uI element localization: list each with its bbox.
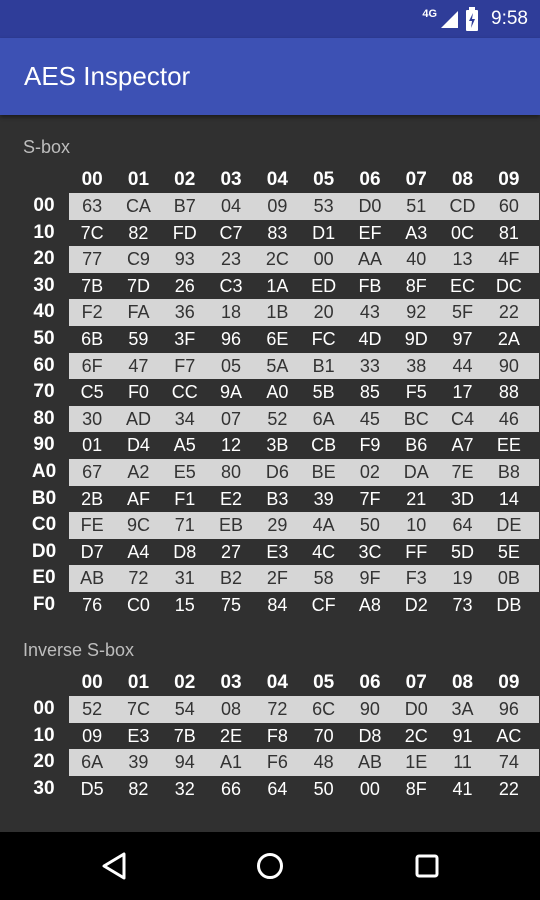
sbox-row bbox=[69, 486, 539, 513]
square-recents-icon bbox=[414, 853, 440, 879]
sbox-cell: 77 bbox=[82, 249, 103, 270]
inverse-sbox-cell: 91 bbox=[452, 725, 473, 746]
sbox-cell: 4C bbox=[312, 541, 336, 562]
sbox-cell: D4 bbox=[126, 435, 150, 456]
sbox-cell: 09 bbox=[267, 196, 288, 216]
sbox-row bbox=[69, 539, 539, 566]
inverse-sbox-section bbox=[0, 640, 540, 840]
sbox-cell: CC bbox=[171, 382, 198, 403]
sbox-cell: D8 bbox=[173, 541, 197, 562]
sbox-cell: 9D bbox=[404, 329, 428, 349]
sbox-cell: 72 bbox=[128, 568, 149, 589]
sbox-cell: A8 bbox=[358, 595, 381, 615]
sbox-cell: BE bbox=[311, 462, 336, 482]
sbox-cell: 51 bbox=[406, 196, 427, 216]
battery-charging-icon bbox=[465, 7, 479, 31]
sbox-cell: 1B bbox=[266, 302, 289, 323]
sbox-row bbox=[69, 512, 539, 539]
inverse-sbox-cell: D8 bbox=[358, 725, 382, 746]
sbox-cell: 40 bbox=[406, 249, 427, 270]
sbox-cell: 01 bbox=[82, 435, 103, 456]
sbox-cell: 5F bbox=[452, 302, 474, 323]
sbox-cell: C7 bbox=[219, 222, 243, 243]
sbox-cell: F0 bbox=[127, 382, 149, 403]
inverse-sbox-cell: AC bbox=[496, 725, 522, 746]
sbox-cell: 31 bbox=[174, 568, 195, 589]
sbox-cell: EF bbox=[358, 222, 382, 243]
signal-icon bbox=[439, 9, 459, 29]
sbox-row bbox=[69, 406, 539, 433]
sbox-row-header: 40 bbox=[33, 301, 55, 323]
sbox-cell: 36 bbox=[174, 302, 195, 323]
sbox-row bbox=[69, 193, 539, 220]
sbox-row bbox=[69, 246, 539, 273]
sbox-cell: 50 bbox=[359, 515, 380, 536]
sbox-cell: AB bbox=[80, 568, 105, 589]
sbox-cell: F1 bbox=[174, 488, 196, 509]
sbox-col-header: 03 bbox=[220, 169, 242, 190]
sbox-row bbox=[69, 353, 539, 380]
inverse-sbox-cell: 64 bbox=[267, 778, 288, 799]
sbox-cell: AF bbox=[126, 488, 150, 509]
sbox-cell: E3 bbox=[266, 541, 289, 562]
inverse-sbox-cell: 96 bbox=[498, 699, 519, 719]
inverse-sbox-cell: 50 bbox=[313, 778, 334, 799]
sbox-row-header: 80 bbox=[33, 407, 55, 429]
sbox-cell: 43 bbox=[359, 302, 380, 323]
sbox-cell: 2B bbox=[81, 488, 104, 509]
sbox-cell: F3 bbox=[405, 568, 427, 589]
sbox-cell: 84 bbox=[267, 595, 288, 615]
sbox-cell: 34 bbox=[174, 408, 195, 429]
sbox-cell: 29 bbox=[267, 515, 288, 536]
sbox-col-header: 07 bbox=[405, 169, 427, 190]
sbox-cell: EB bbox=[219, 515, 244, 536]
sbox-cell: 85 bbox=[359, 382, 380, 403]
sbox-cell: D7 bbox=[80, 541, 104, 562]
inverse-sbox-cell: 39 bbox=[128, 752, 149, 773]
inverse-sbox-cell: AB bbox=[357, 752, 382, 773]
sbox-cell: CA bbox=[125, 196, 151, 216]
sbox-cell: 07 bbox=[221, 408, 242, 429]
inverse-sbox-cell: 90 bbox=[359, 699, 380, 719]
sbox-row-header: D0 bbox=[31, 540, 57, 562]
sbox-cell: FF bbox=[405, 541, 428, 562]
inverse-sbox-col-header: 09 bbox=[498, 672, 520, 693]
inverse-sbox-cell: E3 bbox=[127, 725, 150, 746]
sbox-row bbox=[69, 326, 539, 353]
sbox-cell: BC bbox=[403, 408, 429, 429]
sbox-cell: 23 bbox=[221, 249, 242, 270]
sbox-cell: 6E bbox=[266, 329, 289, 349]
sbox-cell: 6A bbox=[312, 408, 335, 429]
sbox-col-header: 00 bbox=[81, 169, 103, 190]
sbox-cell: FC bbox=[311, 329, 336, 349]
sbox-cell: 6F bbox=[81, 355, 103, 376]
inverse-sbox-row bbox=[69, 696, 539, 723]
inverse-sbox-col-header: 02 bbox=[174, 672, 196, 693]
sbox-col-header: 09 bbox=[498, 169, 520, 190]
sbox-row-header: A0 bbox=[31, 461, 57, 482]
sbox-cell: 8F bbox=[405, 275, 427, 296]
inverse-sbox-col-header: 07 bbox=[405, 672, 427, 693]
sbox-cell: 00 bbox=[313, 249, 334, 270]
sbox-cell: 9C bbox=[126, 515, 150, 536]
sbox-cell: AA bbox=[357, 249, 382, 270]
sbox-cell: 05 bbox=[221, 355, 242, 376]
sbox-cell: EC bbox=[450, 275, 476, 296]
sbox-col-header: 01 bbox=[127, 169, 150, 190]
sbox-row bbox=[69, 592, 539, 619]
inverse-sbox-cell: 1E bbox=[405, 752, 428, 773]
sbox-row-header: 00 bbox=[33, 195, 55, 216]
inverse-sbox-cell: 48 bbox=[313, 752, 334, 773]
inverse-sbox-cell: D0 bbox=[404, 699, 428, 719]
sbox-cell: 4F bbox=[498, 249, 520, 270]
sbox-cell: CD bbox=[449, 196, 476, 216]
clock: 9:58 bbox=[491, 8, 528, 29]
sbox-cell: 5B bbox=[312, 382, 335, 403]
sbox-cell: 73 bbox=[452, 595, 473, 615]
sbox-row bbox=[69, 299, 539, 326]
inverse-sbox-row bbox=[69, 776, 539, 803]
sbox-cell: 97 bbox=[452, 329, 473, 349]
sbox-cell: F2 bbox=[81, 302, 103, 323]
sbox-col-header: 06 bbox=[359, 169, 381, 190]
sbox-cell: 38 bbox=[406, 355, 427, 376]
sbox-cell: D6 bbox=[265, 462, 289, 482]
sbox-cell: 7D bbox=[126, 275, 150, 296]
sbox-cell: 83 bbox=[267, 222, 288, 243]
sbox-cell: A4 bbox=[127, 541, 150, 562]
sbox-cell: 53 bbox=[313, 196, 334, 216]
sbox-cell: FA bbox=[127, 302, 150, 323]
sbox-cell: 71 bbox=[174, 515, 195, 536]
sbox-cell: 4D bbox=[358, 329, 382, 349]
inverse-sbox-cell: 82 bbox=[128, 778, 149, 799]
navigation-bar bbox=[0, 832, 540, 900]
sbox-cell: 76 bbox=[82, 595, 103, 615]
inverse-sbox-cell: 8F bbox=[405, 778, 427, 799]
sbox-col-header: 04 bbox=[266, 169, 288, 190]
sbox-cell: B3 bbox=[266, 488, 289, 509]
sbox-cell: 22 bbox=[498, 302, 519, 323]
inverse-sbox-row-header: 30 bbox=[33, 777, 55, 799]
sbox-cell: 39 bbox=[313, 488, 334, 509]
sbox-cell: 3D bbox=[451, 488, 475, 509]
sbox-cell: 81 bbox=[498, 222, 519, 243]
sbox-row-header: 50 bbox=[33, 328, 55, 349]
inverse-sbox-cell: 7B bbox=[173, 725, 196, 746]
home-button[interactable] bbox=[230, 832, 310, 900]
sbox-cell: 9A bbox=[220, 382, 243, 403]
inverse-sbox-cell: D5 bbox=[80, 778, 104, 799]
app-title: AES Inspector bbox=[24, 61, 191, 91]
sbox-cell: 6B bbox=[81, 329, 104, 349]
sbox-cell: FB bbox=[358, 275, 382, 296]
sbox-cell: FE bbox=[80, 515, 104, 536]
sbox-cell: C0 bbox=[126, 595, 150, 615]
sbox-cell: A0 bbox=[266, 382, 289, 403]
sbox-cell: C4 bbox=[451, 408, 475, 429]
sbox-cell: 92 bbox=[406, 302, 427, 323]
sbox-cell: 75 bbox=[221, 595, 242, 615]
sbox-row-header: 10 bbox=[33, 221, 55, 243]
sbox-cell: B7 bbox=[173, 196, 196, 216]
network-type-label: 4G bbox=[422, 8, 438, 20]
inverse-sbox-cell: 72 bbox=[267, 699, 288, 719]
inverse-sbox-cell: 3A bbox=[451, 699, 474, 719]
sbox-cell: C9 bbox=[126, 249, 150, 270]
sbox-cell: A3 bbox=[405, 222, 428, 243]
sbox-cell: CB bbox=[311, 435, 337, 456]
sbox-cell: 44 bbox=[452, 355, 473, 376]
sbox-cell: 5A bbox=[266, 355, 289, 376]
sbox-row-header: 20 bbox=[33, 248, 55, 270]
sbox-cell: 26 bbox=[174, 275, 195, 296]
sbox-cell: B2 bbox=[220, 568, 243, 589]
sbox-cell: 93 bbox=[174, 249, 195, 270]
sbox-title: S-box bbox=[23, 137, 71, 157]
inverse-sbox-col-header: 01 bbox=[127, 672, 150, 693]
sbox-cell: 20 bbox=[313, 302, 334, 323]
inverse-sbox-row bbox=[69, 749, 539, 776]
sbox-cell: B1 bbox=[312, 355, 335, 376]
sbox-cell: 82 bbox=[128, 222, 149, 243]
sbox-row bbox=[69, 565, 539, 592]
sbox-cell: E2 bbox=[220, 488, 243, 509]
sbox-cell: FD bbox=[172, 222, 197, 243]
inverse-sbox-cell: 52 bbox=[82, 699, 103, 719]
sbox-row bbox=[69, 273, 539, 300]
sbox-cell: 33 bbox=[359, 355, 380, 376]
main-content[interactable] bbox=[0, 115, 540, 832]
sbox-cell: 30 bbox=[82, 408, 103, 429]
sbox-row-header: 30 bbox=[33, 274, 55, 296]
sbox-cell: 90 bbox=[498, 355, 519, 376]
sbox-cell: A5 bbox=[173, 435, 196, 456]
inverse-sbox-cell: 2C bbox=[404, 725, 428, 746]
sbox-cell: A2 bbox=[127, 462, 150, 482]
sbox-row-header: F0 bbox=[32, 594, 56, 615]
sbox-cell: EE bbox=[496, 435, 521, 456]
sbox-row-header: 90 bbox=[33, 434, 55, 456]
inverse-sbox-col-header: 06 bbox=[359, 672, 381, 693]
sbox-cell: D1 bbox=[312, 222, 336, 243]
inverse-sbox-row-header: 20 bbox=[33, 751, 55, 773]
inverse-sbox-cell: 00 bbox=[359, 778, 380, 799]
sbox-row bbox=[69, 459, 539, 486]
sbox-col-header: 02 bbox=[174, 169, 196, 190]
sbox-row-header: B0 bbox=[31, 487, 57, 509]
sbox-row-header: 60 bbox=[33, 354, 55, 376]
inverse-sbox-cell: 54 bbox=[174, 699, 195, 719]
sbox-cell: 2C bbox=[265, 249, 289, 270]
sbox-cell: CF bbox=[311, 595, 336, 615]
inverse-sbox-col-header: 08 bbox=[451, 672, 474, 693]
inverse-sbox-cell: F8 bbox=[266, 725, 288, 746]
sbox-cell: 59 bbox=[128, 329, 149, 349]
sbox-cell: 17 bbox=[452, 382, 473, 403]
sbox-row-header: C0 bbox=[31, 514, 57, 536]
inverse-sbox-cell: F6 bbox=[266, 752, 288, 773]
circle-home-icon bbox=[256, 852, 284, 880]
sbox-cell: 13 bbox=[452, 249, 473, 270]
sbox-cell: 60 bbox=[498, 196, 519, 216]
inverse-sbox-cell: 41 bbox=[452, 778, 473, 799]
sbox-cell: 0C bbox=[451, 222, 475, 243]
triangle-back-icon bbox=[101, 852, 127, 880]
inverse-sbox-cell: 6C bbox=[312, 699, 336, 719]
sbox-section bbox=[0, 137, 540, 617]
inverse-sbox-col-header: 03 bbox=[220, 672, 242, 693]
sbox-cell: 7F bbox=[359, 488, 381, 509]
sbox-cell: 45 bbox=[359, 408, 380, 429]
inverse-sbox-cell: 74 bbox=[498, 752, 519, 773]
sbox-cell: DE bbox=[496, 515, 522, 536]
sbox-cell: 14 bbox=[498, 488, 519, 509]
sbox-cell: 1A bbox=[266, 275, 289, 296]
inverse-sbox-cell: 08 bbox=[221, 699, 242, 719]
sbox-cell: DB bbox=[496, 595, 522, 615]
sbox-cell: F7 bbox=[174, 355, 196, 376]
sbox-cell: 88 bbox=[498, 382, 519, 403]
sbox-cell: 5D bbox=[451, 541, 475, 562]
sbox-cell: 3C bbox=[358, 541, 382, 562]
status-bar bbox=[0, 0, 540, 38]
sbox-cell: 52 bbox=[267, 408, 288, 429]
inverse-sbox-cell: 7C bbox=[126, 699, 150, 719]
sbox-row bbox=[69, 220, 539, 247]
sbox-cell: 10 bbox=[406, 515, 427, 536]
sbox-cell: 3B bbox=[266, 435, 289, 456]
sbox-cell: DC bbox=[495, 275, 522, 296]
sbox-col-header: 05 bbox=[313, 169, 335, 190]
sbox-row-header: E0 bbox=[32, 567, 56, 589]
sbox-cell: 12 bbox=[221, 435, 242, 456]
inverse-sbox-cell: 6A bbox=[81, 752, 104, 773]
inverse-sbox-cell: 22 bbox=[498, 778, 519, 799]
sbox-cell: B6 bbox=[405, 435, 428, 456]
sbox-cell: 58 bbox=[313, 568, 334, 589]
sbox-cell: AD bbox=[125, 408, 151, 429]
sbox-cell: 63 bbox=[82, 196, 103, 216]
sbox-row-header: 70 bbox=[33, 381, 55, 403]
recents-button[interactable] bbox=[387, 832, 467, 900]
status-icons bbox=[422, 0, 528, 38]
inverse-sbox-title: Inverse S-box bbox=[23, 640, 135, 660]
sbox-col-header: 08 bbox=[451, 169, 474, 190]
sbox-cell: E5 bbox=[173, 462, 196, 482]
sbox-cell: 0B bbox=[497, 568, 520, 589]
sbox-cell: 27 bbox=[221, 541, 242, 562]
sbox-cell: 15 bbox=[174, 595, 195, 615]
sbox-cell: F9 bbox=[359, 435, 381, 456]
back-button[interactable] bbox=[74, 832, 154, 900]
inverse-sbox-cell: A1 bbox=[220, 752, 243, 773]
inverse-sbox-cell: 94 bbox=[174, 752, 195, 773]
inverse-sbox-row bbox=[69, 723, 539, 750]
inverse-sbox-cell: 70 bbox=[313, 725, 334, 746]
sbox-table bbox=[0, 167, 522, 627]
inverse-sbox-cell: 66 bbox=[221, 778, 242, 799]
sbox-cell: DA bbox=[403, 462, 429, 482]
inverse-sbox-cell: 2E bbox=[220, 725, 243, 746]
sbox-cell: 67 bbox=[82, 462, 103, 482]
sbox-cell: 9F bbox=[359, 568, 381, 589]
sbox-cell: 19 bbox=[452, 568, 473, 589]
sbox-cell: C5 bbox=[80, 382, 104, 403]
sbox-cell: 21 bbox=[406, 488, 427, 509]
sbox-cell: ED bbox=[311, 275, 337, 296]
sbox-row bbox=[69, 432, 539, 459]
sbox-cell: 3F bbox=[174, 329, 196, 349]
inverse-sbox-table bbox=[0, 670, 522, 810]
sbox-cell: 4A bbox=[312, 515, 335, 536]
sbox-cell: 18 bbox=[221, 302, 242, 323]
sbox-cell: 80 bbox=[221, 462, 242, 482]
inverse-sbox-row-header: 00 bbox=[33, 698, 55, 719]
inverse-sbox-cell: 32 bbox=[174, 778, 195, 799]
sbox-cell: D0 bbox=[358, 196, 382, 216]
sbox-cell: 7C bbox=[80, 222, 104, 243]
inverse-sbox-cell: 09 bbox=[82, 725, 103, 746]
sbox-cell: 96 bbox=[221, 329, 242, 349]
sbox-cell: 46 bbox=[498, 408, 519, 429]
inverse-sbox-col-header: 04 bbox=[266, 672, 288, 693]
sbox-cell: 7B bbox=[81, 275, 104, 296]
sbox-cell: 47 bbox=[128, 355, 149, 376]
sbox-cell: A7 bbox=[451, 435, 474, 456]
sbox-cell: D2 bbox=[404, 595, 428, 615]
sbox-cell: 2F bbox=[266, 568, 288, 589]
inverse-sbox-cell: 11 bbox=[453, 752, 472, 773]
inverse-sbox-row-header: 10 bbox=[33, 724, 55, 746]
app-bar bbox=[0, 38, 540, 115]
sbox-cell: 64 bbox=[452, 515, 473, 536]
inverse-sbox-col-header: 05 bbox=[313, 672, 335, 693]
sbox-row bbox=[69, 379, 539, 406]
inverse-sbox-col-header: 00 bbox=[81, 672, 103, 693]
sbox-cell: 2A bbox=[497, 329, 520, 349]
sbox-cell: 7E bbox=[451, 462, 474, 482]
sbox-cell: 04 bbox=[221, 196, 242, 216]
sbox-cell: 5E bbox=[497, 541, 520, 562]
sbox-cell: C3 bbox=[219, 275, 243, 296]
sbox-cell: B8 bbox=[497, 462, 520, 482]
sbox-cell: 02 bbox=[359, 462, 380, 482]
sbox-cell: F5 bbox=[405, 382, 427, 403]
